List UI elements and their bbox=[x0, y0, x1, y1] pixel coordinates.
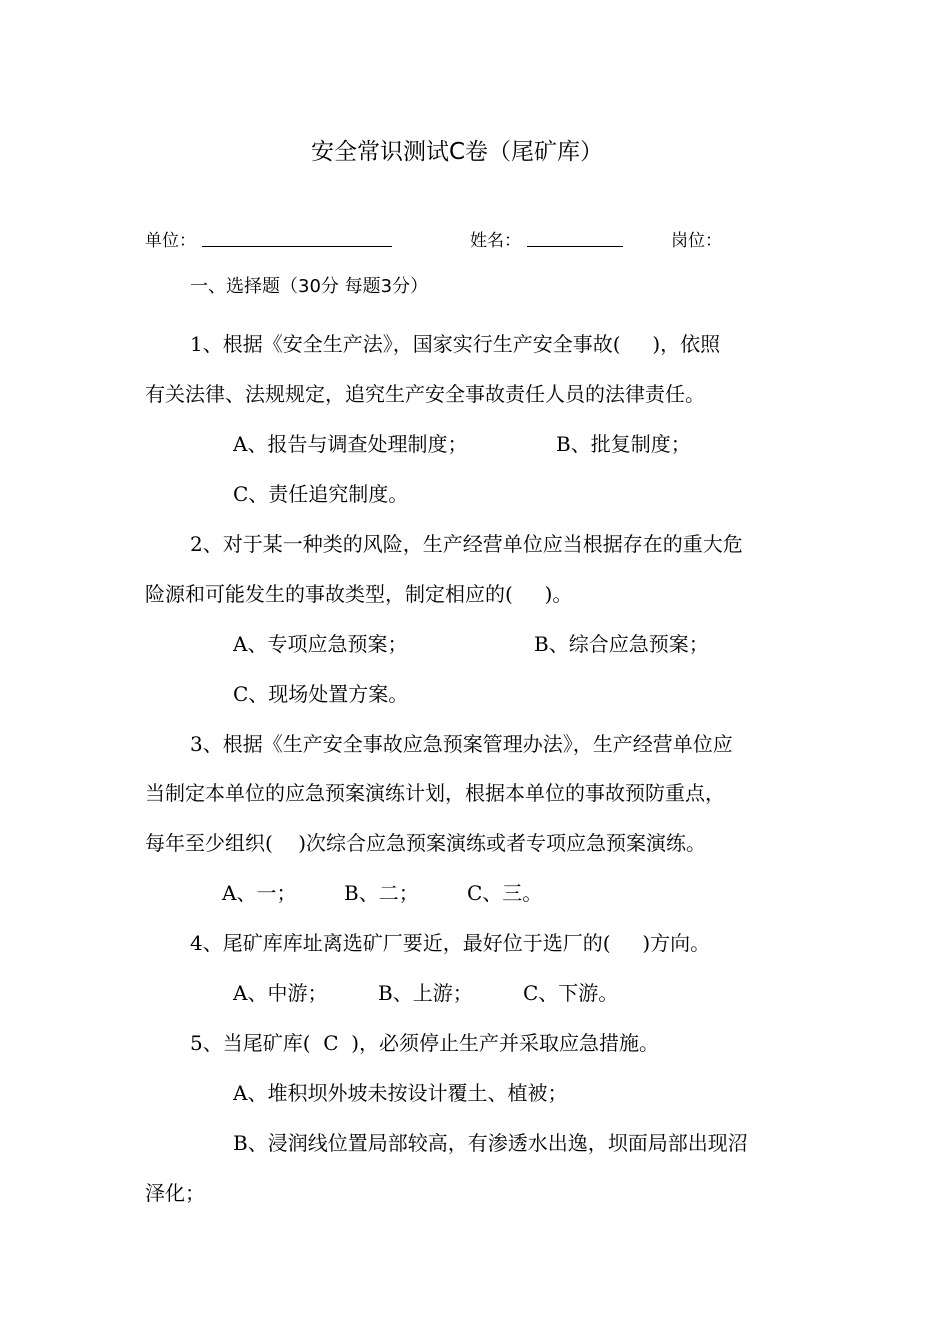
unit-blank-line[interactable] bbox=[202, 246, 392, 247]
section-heading: 一、选择题（30分 每题3分） bbox=[190, 276, 429, 297]
q3-line-3: 每年至少组织( )次综合应急预案演练或者专项应急预案演练。 bbox=[145, 831, 707, 855]
q4-line-1: 4、尾矿库库址离选矿厂要近，最好位于选厂的( )方向。 bbox=[190, 931, 711, 955]
q5-option-b-line-2: 泽化； bbox=[145, 1181, 205, 1205]
q1-option-b: B、批复制度； bbox=[556, 432, 691, 456]
q3-option-c: C、三。 bbox=[467, 881, 543, 905]
q2-option-a: A、专项应急预案； bbox=[233, 632, 408, 656]
q2-line-2: 险源和可能发生的事故类型，制定相应的( )。 bbox=[145, 582, 573, 606]
post-label: 岗位： bbox=[671, 231, 722, 251]
q3-option-b: B、二； bbox=[344, 881, 419, 905]
q1-option-c: C、责任追究制度。 bbox=[233, 482, 409, 506]
name-label: 姓名： bbox=[470, 231, 521, 251]
page-title: 安全常识测试C卷（尾矿库） bbox=[311, 139, 604, 165]
q3-line-1: 3、根据《生产安全事故应急预案管理办法》，生产经营单位应 bbox=[190, 732, 733, 756]
q2-option-c: C、现场处置方案。 bbox=[233, 682, 409, 706]
q2-line-1: 2、对于某一种类的风险，生产经营单位应当根据存在的重大危 bbox=[190, 532, 743, 556]
q4-option-a: A、中游； bbox=[233, 981, 328, 1005]
name-blank-line[interactable] bbox=[527, 246, 623, 247]
q5-option-a: A、堆积坝外坡未按设计覆土、植被； bbox=[233, 1081, 568, 1105]
q1-line-1: 1、根据《安全生产法》，国家实行生产安全事故( )，依照 bbox=[190, 332, 721, 356]
q4-option-b: B、上游； bbox=[378, 981, 473, 1005]
q3-option-a: A、一； bbox=[222, 881, 297, 905]
q3-line-2: 当制定本单位的应急预案演练计划，根据本单位的事故预防重点， bbox=[145, 781, 725, 805]
unit-label: 单位： bbox=[145, 231, 196, 251]
q5-line-1: 5、当尾矿库( C )，必须停止生产并采取应急措施。 bbox=[190, 1031, 660, 1055]
q1-option-a: A、报告与调查处理制度； bbox=[233, 432, 468, 456]
q4-option-c: C、下游。 bbox=[523, 981, 619, 1005]
q5-option-b-line-1: B、浸润线位置局部较高，有渗透水出逸，坝面局部出现沼 bbox=[233, 1131, 748, 1155]
q1-line-2: 有关法律、法规规定，追究生产安全事故责任人员的法律责任。 bbox=[145, 382, 705, 406]
q2-option-b: B、综合应急预案； bbox=[534, 632, 709, 656]
